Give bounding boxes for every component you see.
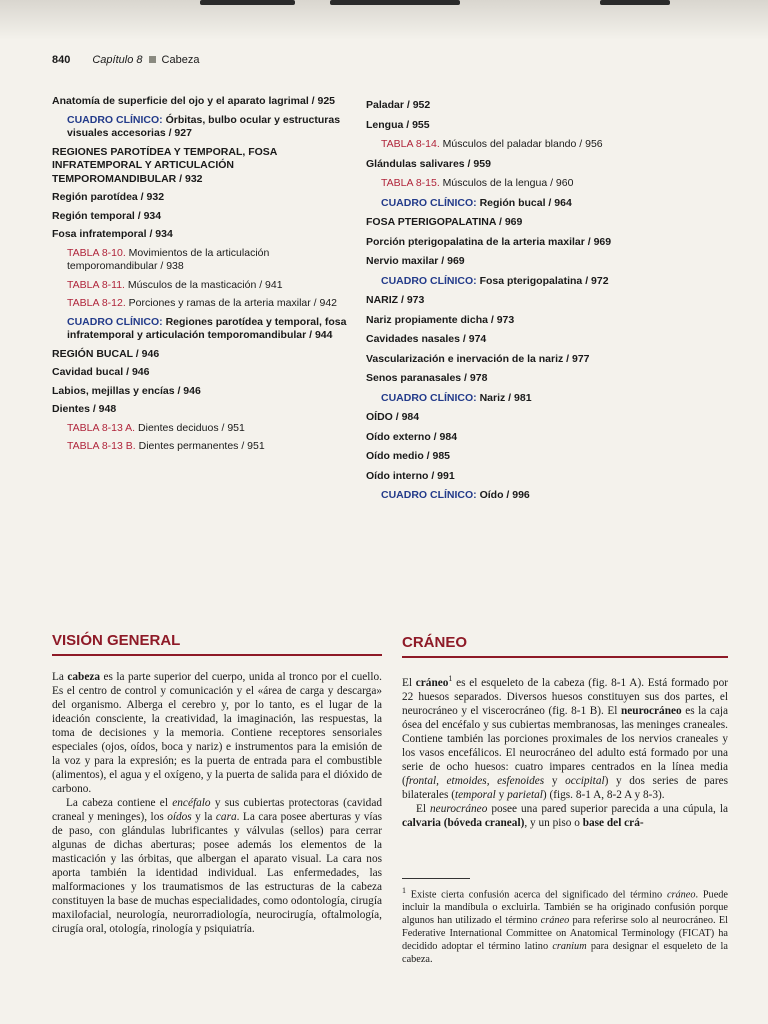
toc-item <box>52 403 352 417</box>
text-run: para designar el esqueleto de la cabeza. <box>402 941 728 966</box>
text-run: , y un piso o <box>524 816 583 829</box>
paragraph <box>402 672 728 802</box>
toc-item <box>52 440 352 454</box>
tabla-label: TABLA 8-15. <box>381 177 440 189</box>
page-number: 840 <box>52 54 71 66</box>
toc-item <box>366 431 696 445</box>
toc-item <box>366 333 696 347</box>
toc-item <box>366 216 696 230</box>
tabla-label: TABLA 8-10. <box>67 246 126 259</box>
toc-item <box>52 297 352 311</box>
tabla-label: TABLA 8-13 A. <box>67 421 136 434</box>
text-run: Existe cierta confusión acerca del significado del término <box>406 889 667 901</box>
toc-item <box>52 247 352 274</box>
text-run: y la <box>191 811 216 823</box>
toc-item-text: Labios, mejillas y encías / 946 <box>52 384 201 397</box>
toc-item <box>366 177 696 191</box>
text-run: neurocráneo <box>620 704 682 717</box>
toc-item-text: Anatomía de superficie del ojo y el aparato lagrimal / 925 <box>52 95 336 107</box>
toc-item-text: Cavidades nasales / 974 <box>366 333 487 345</box>
vision-general-text <box>52 670 382 936</box>
text-run: y sus cubiertas protectoras (cavidad craneal y meninges), los <box>52 797 382 823</box>
ink-mark <box>600 0 670 5</box>
text-run: occipital <box>565 774 605 787</box>
toc-item-text: Nariz propiamente dicha / 973 <box>366 313 515 326</box>
toc-item <box>366 294 696 308</box>
toc-item-text: REGIONES PAROTÍDEA Y TEMPORAL, FOSA INFRATEMPORAL Y ARTICULACIÓN TEMPOROMANDIBULAR / 932 <box>52 145 277 185</box>
ink-mark <box>200 0 295 5</box>
text-run: y <box>495 788 508 801</box>
toc-item-text: Región bucal / 964 <box>476 196 572 209</box>
toc-item-text: Fosa pterigopalatina / 972 <box>476 274 609 287</box>
text-run: . Puede incluir la mandíbula o excluirla. También se ha originado confusión porque algunos han utilizado el término <box>402 889 728 927</box>
toc-item-text: Músculos del paladar blando / 956 <box>439 138 603 150</box>
paragraph <box>402 802 728 830</box>
cuadro-clinico-label: CUADRO CLÍNICO: <box>381 489 477 501</box>
footnote <box>402 884 728 966</box>
cuadro-clinico-label: CUADRO CLÍNICO: <box>381 391 477 404</box>
toc-item <box>366 158 696 172</box>
toc-item <box>52 366 352 380</box>
section-title-craneo: CRÁNEO <box>402 634 728 658</box>
toc-item <box>52 348 352 362</box>
toc-item <box>366 372 696 386</box>
toc-item-text: Nervio maxilar / 969 <box>366 255 465 267</box>
toc-item-text: NARIZ / 973 <box>366 294 425 306</box>
text-run: La cabeza contiene el <box>66 797 173 809</box>
toc-item-text: Oído medio / 985 <box>366 450 451 462</box>
text-run: frontal, etmoides, esfenoides <box>405 774 545 787</box>
toc-item <box>366 119 696 133</box>
toc-item-text: Dientes permanentes / 951 <box>135 440 265 452</box>
toc-item-text: Glándulas salivares / 959 <box>366 157 491 170</box>
toc-item-text: Oído / 996 <box>476 489 530 501</box>
toc-item <box>366 392 696 406</box>
chapter-label: Capítulo 8 <box>92 54 143 66</box>
toc-item-text: Músculos de la lengua / 960 <box>439 177 574 189</box>
text-run: cráneo <box>540 915 570 927</box>
toc-item-text: OÍDO / 984 <box>366 411 420 423</box>
section-title-vision-general: VISIÓN GENERAL <box>52 632 382 656</box>
toc-item-text: Movimientos de la articulación temporomandibular / 938 <box>67 246 270 272</box>
toc-item-text: Órbitas, bulbo ocular y estructuras visuales accesorias / 927 <box>67 113 341 139</box>
toc-item <box>52 146 352 187</box>
toc-item <box>366 197 696 211</box>
text-run: ) y dos series de pares bilaterales ( <box>402 774 728 801</box>
toc-item <box>52 210 352 224</box>
toc-item-text: Dientes / 948 <box>52 403 117 415</box>
text-run: base del crá- <box>582 816 644 829</box>
cuadro-clinico-label: CUADRO CLÍNICO: <box>67 113 163 126</box>
toc-item <box>366 99 696 113</box>
section-label: Cabeza <box>161 54 200 66</box>
paragraph <box>52 670 382 796</box>
toc-item-text: Nariz / 981 <box>476 391 532 404</box>
text-run: cráneo <box>666 889 696 901</box>
toc-item <box>366 450 696 464</box>
text-run: El <box>402 676 416 689</box>
toc-item <box>52 385 352 399</box>
tabla-label: TABLA 8-12. <box>67 297 126 309</box>
text-run: ) (figs. 8-1 A, 8-2 A y 8-3). <box>542 788 665 801</box>
toc-item <box>366 236 696 250</box>
toc-item <box>52 114 352 141</box>
text-run: para referirse solo al neurocráneo. El Federative International Committee on Anatomical Terminology (FICAT) ha decidido adoptar el término latino <box>402 915 728 953</box>
text-run: es la parte superior del cuerpo, unida al tronco por el cuello. Es el centro de control y comunicación y el «área de carga y descarga» del organismo. Alberga el cerebro y, por lo tanto, es el lugar de la ideación consciente, la creatividad, la imaginación, las respuestas, la toma de decisiones y la memoria. Contiene receptores sensoriales especiales (ojos, oídos, boca y nariz) e instrumentos para la emisión de la voz y para la expresión; es la puerta de entrada para el combustible (alimentos), el agua y el oxígeno, y la puerta de salida para el dióxido de carbono. <box>52 671 382 795</box>
toc-item-text: Oído externo / 984 <box>366 430 458 443</box>
running-head <box>52 54 199 66</box>
text-run: El <box>416 802 431 815</box>
toc-item-text: Región parotídea / 932 <box>52 191 165 203</box>
toc-item <box>366 314 696 328</box>
toc-item <box>52 422 352 436</box>
tabla-label: TABLA 8-11. <box>67 278 125 291</box>
cuadro-clinico-label: CUADRO CLÍNICO: <box>67 315 163 328</box>
toc-item-text: Lengua / 955 <box>366 118 430 131</box>
toc-item-text: Dientes deciduos / 951 <box>135 421 245 434</box>
text-run: neurocráneo <box>430 802 488 815</box>
toc-item-text: Vascularización e inervación de la nariz / 977 <box>366 352 590 365</box>
footnote-text <box>402 884 728 966</box>
text-run: temporal <box>455 788 496 801</box>
toc-item-text: Paladar / 952 <box>366 99 431 111</box>
toc-item <box>366 255 696 269</box>
toc-item-text: Región temporal / 934 <box>52 209 162 222</box>
text-run: oídos <box>167 811 192 823</box>
toc-item-text: FOSA PTERIGOPALATINA / 969 <box>366 216 523 228</box>
text-run: es la caja ósea del encéfalo y sus cubiertas membranosas, las meninges craneales. Contiene también las porciones proximales de los nervios craneales y los vasos encefálicos. El neurocráneo del adulto está formado por una serie de ocho huesos: cuatro impares centrados en la línea media ( <box>402 704 729 787</box>
toc-right-column <box>366 99 696 509</box>
toc-item-text: Porciones y ramas de la arteria maxilar / 942 <box>125 297 338 309</box>
toc-item-text: Fosa infratemporal / 934 <box>52 228 173 240</box>
paragraph <box>52 796 382 936</box>
footnote-marker: 1 <box>402 886 406 895</box>
square-bullet-icon <box>149 56 156 63</box>
text-run: . La cara posee aberturas y vías de paso, con glándulas lubrificantes y válvulas (sellos) para cerrar algunas de dichas aberturas; posee además los elementos de la masticación y las órbitas, que albergan el aparato visual. La cara nos aporta también la identidad individual. Las enfermedades, las malformaciones y los traumatismos de las estructuras de la cabeza constituyen la base de muchas especialidades, como odontología, cirugía maxilofacial, neurología, neurorradiología, neurocirugía, oftalmología, cirugía oral, otología, rinología y psiquiatría. <box>52 811 382 935</box>
footnote-rule <box>402 878 470 879</box>
toc-item-text: Regiones parotídea y temporal, fosa infratemporal y articulación temporomandibular / 944 <box>67 315 347 341</box>
toc-item <box>366 411 696 425</box>
page-top-edge <box>0 0 768 40</box>
cuadro-clinico-label: CUADRO CLÍNICO: <box>381 196 477 209</box>
ink-mark <box>330 0 460 5</box>
toc-item <box>366 138 696 152</box>
toc-item <box>52 279 352 293</box>
footnote-marker: 1 <box>448 674 453 683</box>
toc-item-text: Cavidad bucal / 946 <box>52 366 150 378</box>
toc-item-text: REGIÓN BUCAL / 946 <box>52 347 160 360</box>
toc-item <box>366 489 696 503</box>
toc-left-column <box>52 95 352 459</box>
toc-item <box>52 95 352 109</box>
text-run: parietal <box>507 788 543 801</box>
cuadro-clinico-label: CUADRO CLÍNICO: <box>381 274 477 287</box>
text-run: cranium <box>552 941 587 953</box>
text-run: calvaria (bóveda craneal) <box>402 816 525 829</box>
craneo-text <box>402 672 728 830</box>
text-run: y <box>544 774 566 787</box>
text-run: La <box>52 671 68 683</box>
text-run: cabeza <box>67 671 101 683</box>
text-run: cara <box>215 811 237 823</box>
toc-item <box>52 316 352 343</box>
toc-item-text: Senos paranasales / 978 <box>366 372 488 384</box>
tabla-label: TABLA 8-13 B. <box>67 440 136 452</box>
toc-item <box>52 191 352 205</box>
toc-item-text: Oído interno / 991 <box>366 469 455 482</box>
toc-item-text: Porción pterigopalatina de la arteria maxilar / 969 <box>366 235 612 248</box>
toc-item <box>366 275 696 289</box>
text-run: es el esqueleto de la cabeza (fig. 8-1 A). Está formado por 22 huesos separados. Diversos huesos constituyen sus dos partes, el neurocráneo y el viscerocráneo (fig. 8-1 B). El <box>402 676 728 717</box>
tabla-label: TABLA 8-14. <box>381 138 440 150</box>
text-run: posee una pared superior parecida a una cúpula, la <box>487 802 728 815</box>
text-run: encéfalo <box>172 797 211 809</box>
toc-item <box>366 353 696 367</box>
toc-item <box>52 228 352 242</box>
toc-item-text: Músculos de la masticación / 941 <box>124 278 283 291</box>
text-run: cráneo <box>415 676 449 689</box>
toc-item <box>366 470 696 484</box>
